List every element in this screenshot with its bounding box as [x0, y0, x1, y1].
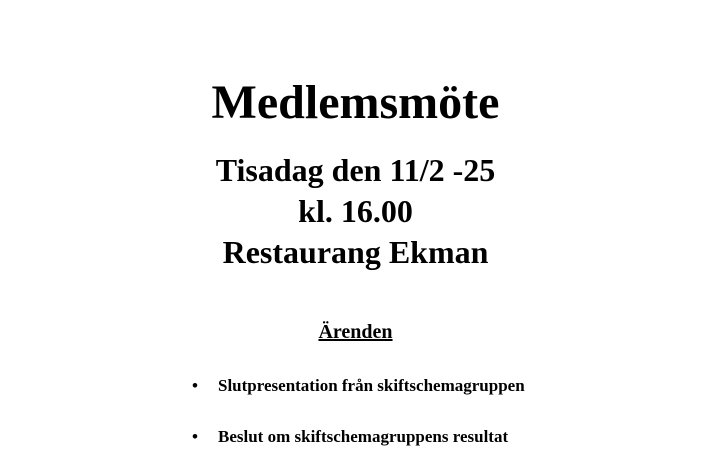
- bullet-icon: •: [192, 426, 198, 446]
- bullet-icon: •: [192, 376, 198, 396]
- list-item: [0, 376, 711, 396]
- meeting-time: kl. 16.00: [298, 193, 413, 230]
- meeting-date: Tisadag den 11/2 -25: [215, 152, 496, 189]
- agenda-list: [0, 376, 711, 447]
- meeting-details: [0, 128, 711, 273]
- agenda-heading: Ärenden: [318, 321, 393, 344]
- meeting-location: Restaurang Ekman: [222, 234, 489, 271]
- list-item-label: Beslut om skiftschemagruppens resultat: [218, 426, 509, 446]
- list-item-label: Slutpresentation från skiftschemagruppen: [218, 376, 525, 396]
- list-item: [0, 427, 711, 447]
- page-title: Medlemsmöte: [211, 76, 500, 129]
